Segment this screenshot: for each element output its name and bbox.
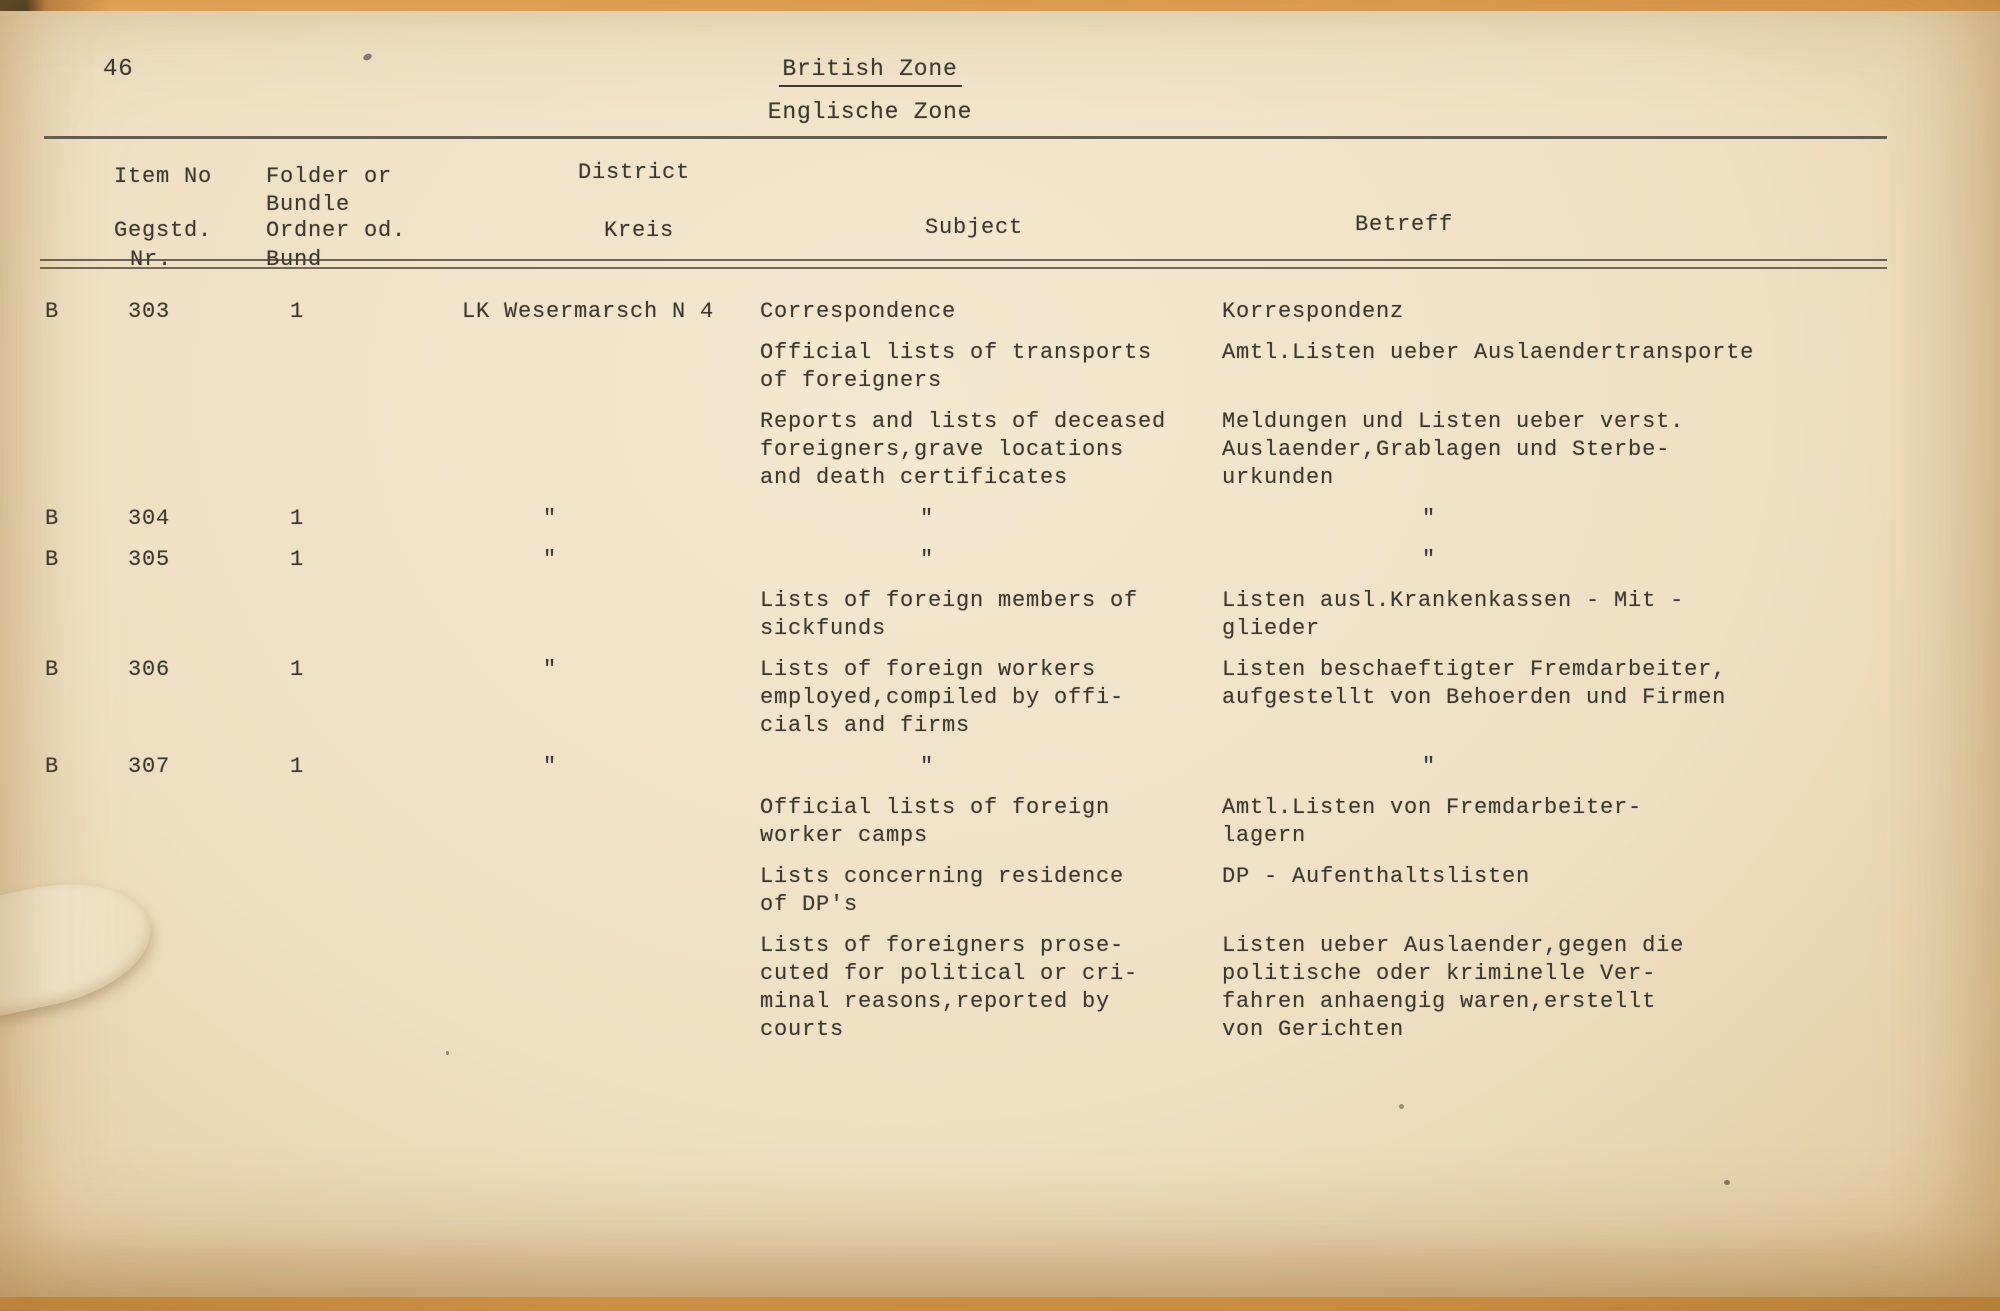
table-row bbox=[45, 794, 2000, 850]
top-rule bbox=[44, 136, 1887, 139]
table-row bbox=[45, 932, 2000, 1044]
cell-folder: 1 bbox=[290, 657, 305, 682]
header-bund: Bund bbox=[266, 247, 323, 272]
cell-betreff bbox=[1222, 339, 2000, 395]
cell-betreff-line: glieder bbox=[1222, 616, 1321, 641]
cell-subject-line: Official lists of transports bbox=[760, 340, 1153, 365]
cell-folder bbox=[290, 794, 462, 850]
cell-betreff-line: fahren anhaengig waren,erstellt bbox=[1222, 989, 1657, 1014]
cell-betreff bbox=[1222, 587, 2000, 643]
cell-letter bbox=[45, 587, 128, 643]
cell-district: " bbox=[543, 657, 558, 682]
cell-subject-line: worker camps bbox=[760, 823, 929, 848]
cell-district: LK Wesermarsch N 4 bbox=[462, 299, 715, 324]
cell-district bbox=[462, 863, 760, 919]
cell-district bbox=[462, 932, 760, 1044]
cell-betreff-line: lagern bbox=[1222, 823, 1307, 848]
cell-subject-line: " bbox=[920, 547, 935, 572]
cell-no bbox=[128, 408, 290, 492]
header-bundle: Bundle bbox=[266, 192, 351, 217]
table-body bbox=[0, 298, 2000, 1057]
cell-no bbox=[128, 863, 290, 919]
cell-folder: 1 bbox=[290, 506, 305, 531]
cell-betreff-line: Auslaender,Grablagen und Sterbe- bbox=[1222, 437, 1671, 462]
header-betreff: Betreff bbox=[1355, 212, 1454, 237]
cell-folder bbox=[290, 339, 462, 395]
cell-subject bbox=[760, 587, 1222, 643]
cell-no: 305 bbox=[128, 547, 171, 572]
cell-subject bbox=[760, 932, 1222, 1044]
cell-subject-line: sickfunds bbox=[760, 616, 887, 641]
cell-subject-line: courts bbox=[760, 1017, 845, 1042]
paper-speck bbox=[1724, 1180, 1730, 1185]
cell-no: 304 bbox=[128, 506, 171, 531]
cell-letter bbox=[45, 339, 128, 395]
cell-letter bbox=[45, 408, 128, 492]
cell-betreff-line: DP - Aufenthaltslisten bbox=[1222, 864, 1531, 889]
cell-betreff bbox=[1222, 794, 2000, 850]
cell-subject bbox=[760, 753, 1222, 781]
cell-folder bbox=[290, 587, 462, 643]
cell-subject-line: " bbox=[920, 506, 935, 531]
cell-letter: B bbox=[45, 506, 60, 531]
header-gegstd: Gegstd. bbox=[114, 218, 213, 243]
paper-speck bbox=[1399, 1104, 1404, 1109]
cell-no bbox=[128, 587, 290, 643]
table-row bbox=[45, 408, 2000, 492]
page-bottom-edge bbox=[0, 1297, 2000, 1311]
cell-folder bbox=[290, 932, 462, 1044]
cell-subject-line: Lists of foreign members of bbox=[760, 588, 1139, 613]
header-subject: Subject bbox=[925, 215, 1024, 240]
cell-letter: B bbox=[45, 299, 60, 324]
cell-folder: 1 bbox=[290, 299, 305, 324]
table-row bbox=[45, 863, 2000, 919]
cell-subject-line: " bbox=[920, 754, 935, 779]
cell-subject-line: of DP's bbox=[760, 892, 859, 917]
paper-speck bbox=[362, 52, 373, 61]
cell-subject-line: cials and firms bbox=[760, 713, 971, 738]
cell-folder bbox=[290, 408, 462, 492]
cell-subject-line: foreigners,grave locations bbox=[760, 437, 1125, 462]
cell-district: " bbox=[543, 754, 558, 779]
cell-subject bbox=[760, 298, 1222, 326]
cell-subject bbox=[760, 505, 1222, 533]
table-row bbox=[45, 587, 2000, 643]
cell-subject-line: employed,compiled by offi- bbox=[760, 685, 1125, 710]
cell-letter: B bbox=[45, 547, 60, 572]
cell-no bbox=[128, 932, 290, 1044]
header-ordner-od: Ordner od. bbox=[266, 218, 407, 243]
cell-letter: B bbox=[45, 754, 60, 779]
cell-subject-line: Lists of foreigners prose- bbox=[760, 933, 1125, 958]
cell-subject bbox=[760, 863, 1222, 919]
cell-betreff-line: Meldungen und Listen ueber verst. bbox=[1222, 409, 1685, 434]
cell-betreff bbox=[1222, 753, 2000, 781]
page-number: 46 bbox=[103, 56, 134, 83]
cell-letter: B bbox=[45, 657, 60, 682]
cell-betreff bbox=[1222, 408, 2000, 492]
header-rule bbox=[40, 259, 1887, 269]
cell-betreff-line: aufgestellt von Behoerden und Firmen bbox=[1222, 685, 1727, 710]
cell-no: 306 bbox=[128, 657, 171, 682]
cell-no: 307 bbox=[128, 754, 171, 779]
header-district: District bbox=[578, 160, 691, 185]
cell-district bbox=[462, 587, 760, 643]
cell-betreff bbox=[1222, 932, 2000, 1044]
header-folder-or: Folder or bbox=[266, 164, 393, 189]
paper-speck bbox=[446, 1051, 449, 1055]
cell-subject bbox=[760, 546, 1222, 574]
cell-betreff-line: " bbox=[1422, 506, 1437, 531]
cell-subject-line: Reports and lists of deceased bbox=[760, 409, 1167, 434]
cell-betreff-line: politische oder kriminelle Ver- bbox=[1222, 961, 1657, 986]
table-row bbox=[45, 298, 2000, 326]
cell-district: " bbox=[543, 506, 558, 531]
cell-betreff bbox=[1222, 505, 2000, 533]
cell-betreff-line: Listen ausl.Krankenkassen - Mit - bbox=[1222, 588, 1685, 613]
cell-subject bbox=[760, 656, 1222, 740]
cell-subject bbox=[760, 794, 1222, 850]
cell-no bbox=[128, 339, 290, 395]
cell-betreff bbox=[1222, 656, 2000, 740]
page-bottom-shadow bbox=[0, 1227, 2000, 1297]
cell-subject-line: of foreigners bbox=[760, 368, 943, 393]
cell-folder: 1 bbox=[290, 547, 305, 572]
cell-subject bbox=[760, 408, 1222, 492]
header-kreis: Kreis bbox=[604, 218, 675, 243]
cell-folder: 1 bbox=[290, 754, 305, 779]
cell-subject-line: Official lists of foreign bbox=[760, 795, 1111, 820]
cell-subject-line: and death certificates bbox=[760, 465, 1069, 490]
cell-betreff-line: von Gerichten bbox=[1222, 1017, 1405, 1042]
cell-no bbox=[128, 794, 290, 850]
cell-betreff-line: " bbox=[1422, 547, 1437, 572]
cell-subject-line: Correspondence bbox=[760, 299, 957, 324]
cell-district bbox=[462, 408, 760, 492]
cell-subject-line: Lists concerning residence bbox=[760, 864, 1125, 889]
cell-no: 303 bbox=[128, 299, 171, 324]
page-top-edge bbox=[0, 0, 2000, 11]
cell-betreff-line: Amtl.Listen von Fremdarbeiter- bbox=[1222, 795, 1643, 820]
cell-letter bbox=[45, 794, 128, 850]
table-row bbox=[45, 339, 2000, 395]
header-nr: Nr. bbox=[130, 247, 173, 272]
cell-subject-line: Lists of foreign workers bbox=[760, 657, 1097, 682]
cell-district bbox=[462, 339, 760, 395]
header-item-no: Item No bbox=[114, 164, 213, 189]
cell-folder bbox=[290, 863, 462, 919]
cell-betreff-line: Korrespondenz bbox=[1222, 299, 1405, 324]
table-row bbox=[45, 546, 2000, 574]
page-title: British Zone bbox=[778, 56, 961, 87]
cell-subject-line: cuted for political or cri- bbox=[760, 961, 1139, 986]
cell-subject bbox=[760, 339, 1222, 395]
cell-district: " bbox=[543, 547, 558, 572]
cell-betreff-line: " bbox=[1422, 754, 1437, 779]
table-row bbox=[45, 505, 2000, 533]
cell-betreff-line: Amtl.Listen ueber Auslaendertransporte bbox=[1222, 340, 1755, 365]
cell-betreff-line: Listen ueber Auslaender,gegen die bbox=[1222, 933, 1685, 958]
title-block bbox=[768, 56, 972, 125]
cell-betreff-line: urkunden bbox=[1222, 465, 1335, 490]
cell-subject-line: minal reasons,reported by bbox=[760, 989, 1111, 1014]
table-row bbox=[45, 656, 2000, 740]
cell-betreff bbox=[1222, 298, 2000, 326]
cell-betreff bbox=[1222, 546, 2000, 574]
cell-betreff-line: Listen beschaeftigter Fremdarbeiter, bbox=[1222, 657, 1727, 682]
page-subtitle: Englische Zone bbox=[767, 99, 973, 125]
cell-betreff bbox=[1222, 863, 2000, 919]
cell-district bbox=[462, 794, 760, 850]
table-row bbox=[45, 753, 2000, 781]
